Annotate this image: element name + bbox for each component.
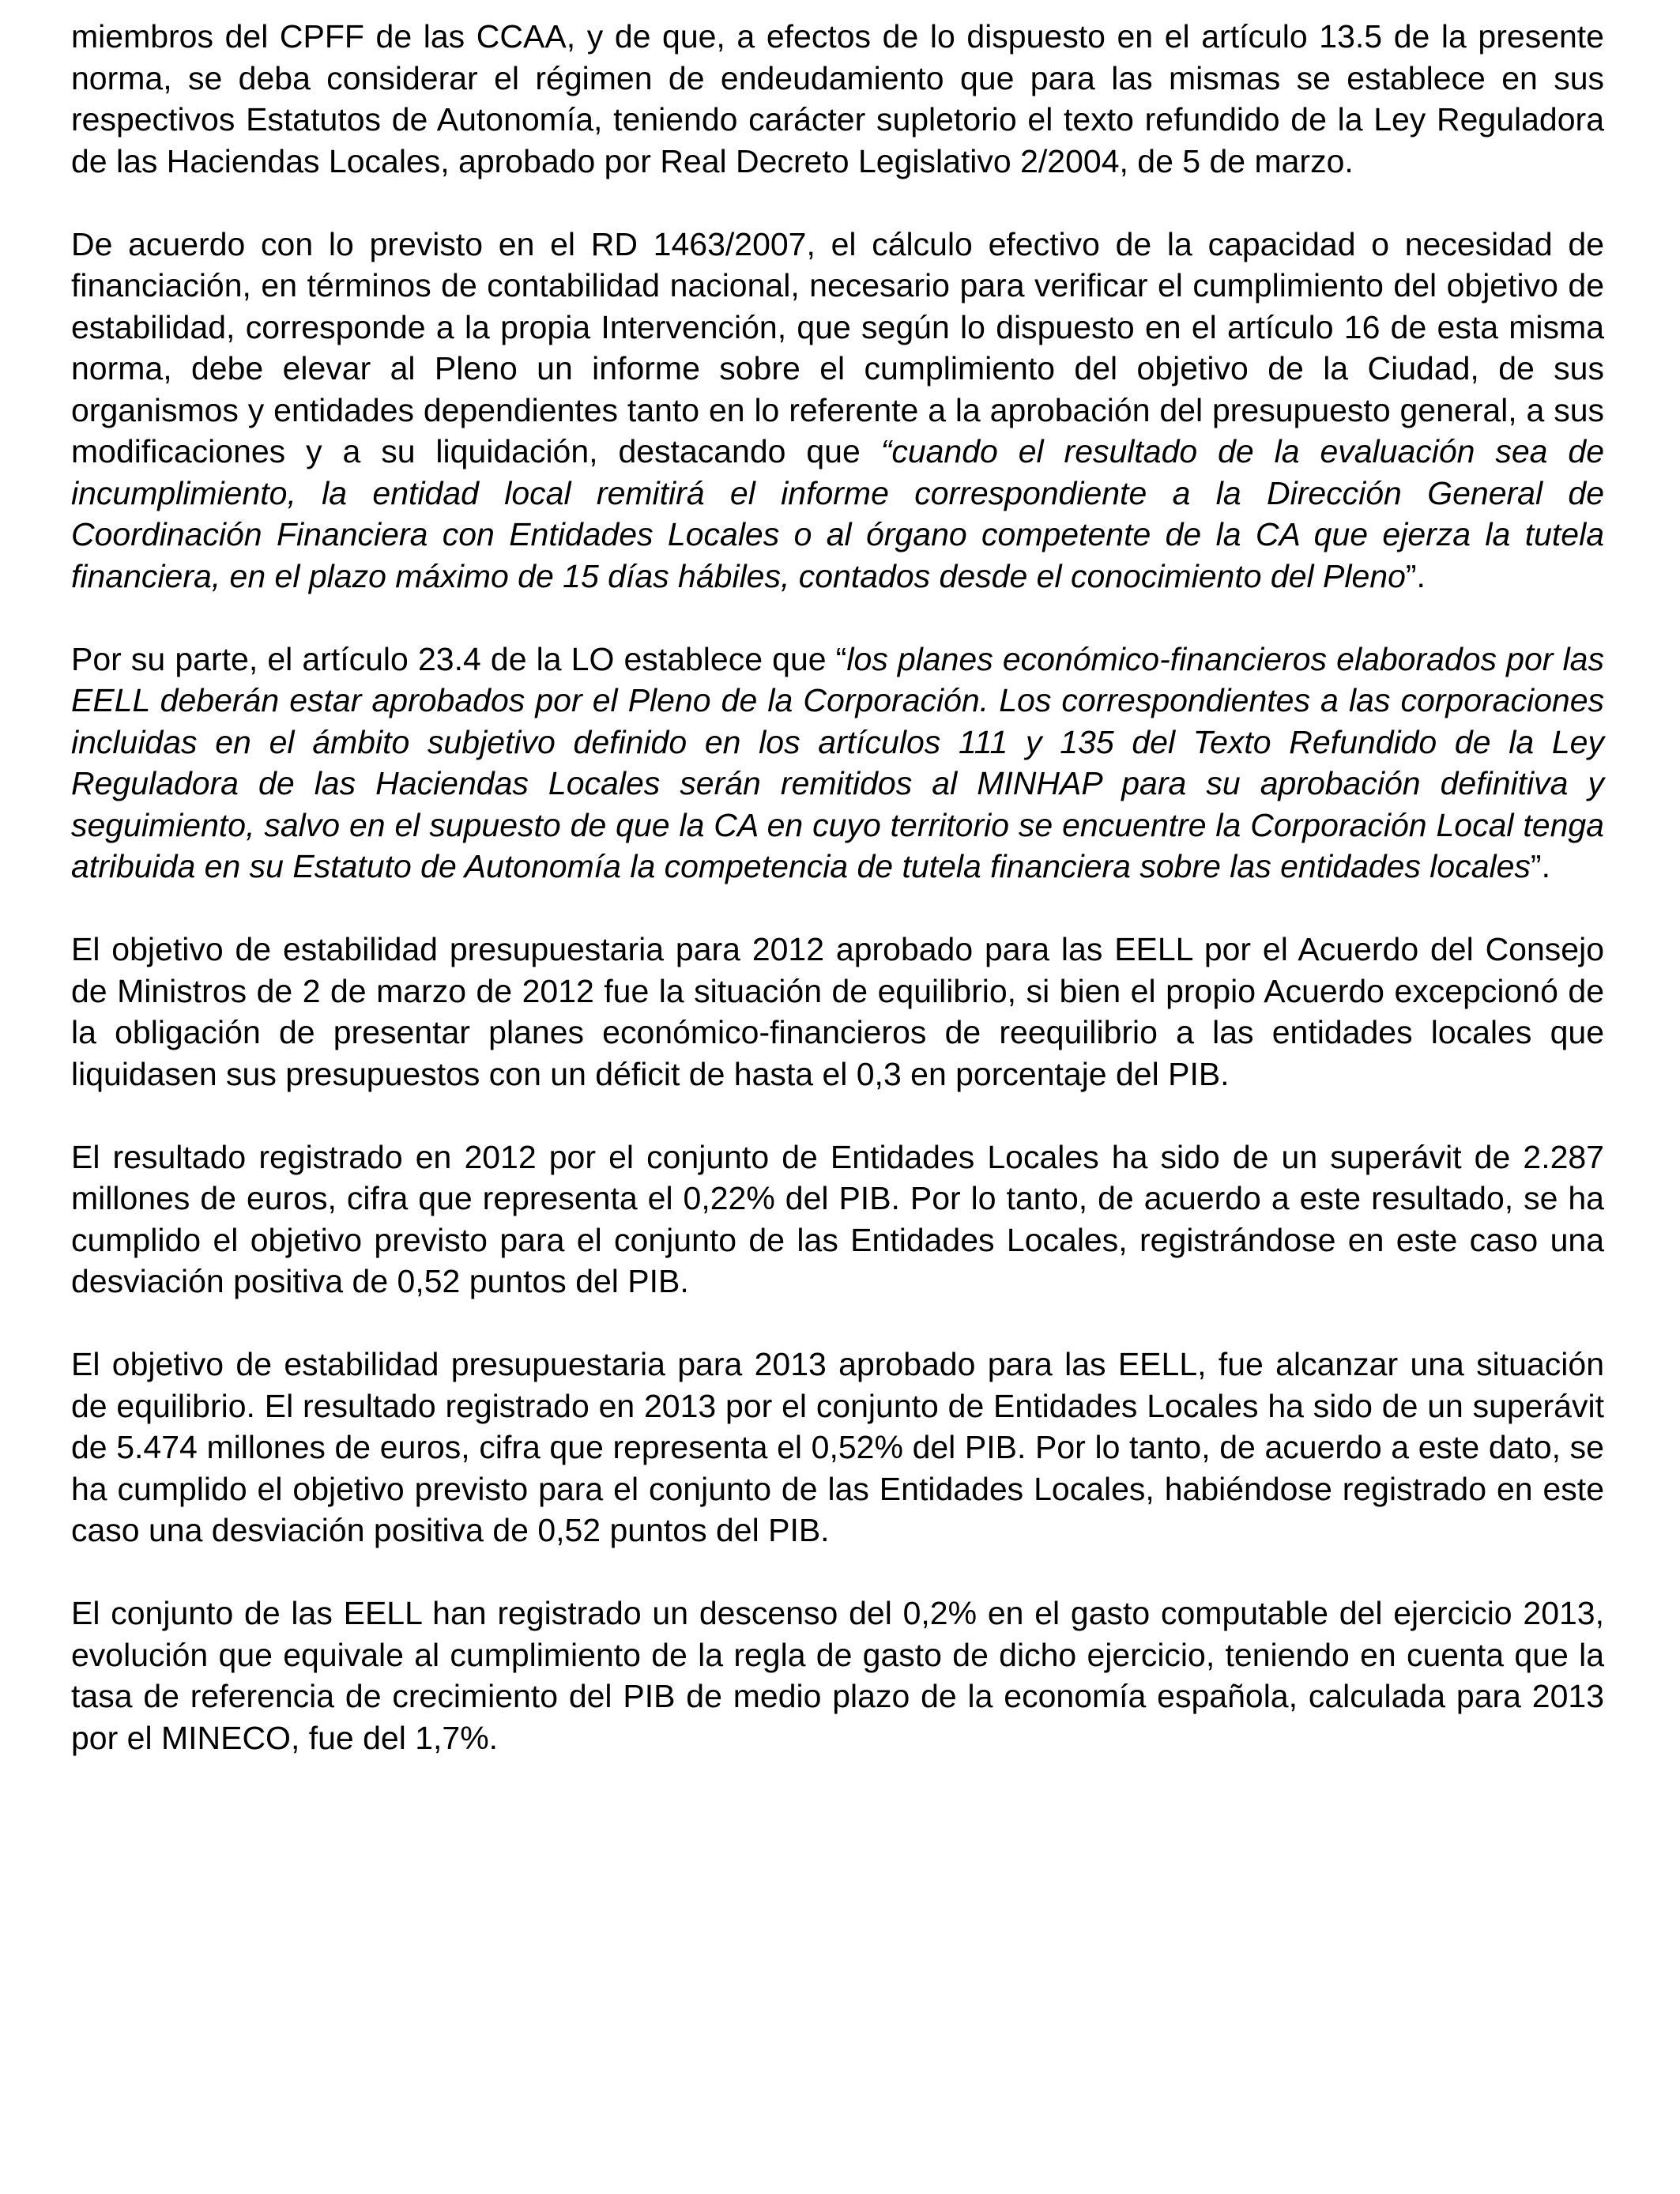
paragraph-regla-gasto-2013 bbox=[71, 1593, 1604, 1759]
paragraph-resultado-2012 bbox=[71, 1137, 1604, 1302]
paragraph-text: El objetivo de estabilidad presupuestaria para 2012 aprobado para las EELL por el Acuerdo del Consejo de Ministros de 2 de marzo de 2012 fue la situación de equilibrio, si bien el propio Acuerdo excepcionó de la obligación de presentar planes económico-financieros de reequilibrio a las entidades locales que liquidasen sus presupuestos con un déficit de hasta el 0,3 en porcentaje del PIB. bbox=[71, 931, 1604, 1092]
paragraph-text: El resultado registrado en 2012 por el conjunto de Entidades Locales ha sido de un superávit de 2.287 millones de euros, cifra que representa el 0,22% del PIB. Por lo tanto, de acuerdo a este resultado, se ha cumplido el objetivo previsto para el conjunto de las Entidades Locales, registrándose en este caso una desviación positiva de 0,52 puntos del PIB. bbox=[71, 1138, 1604, 1299]
paragraph-objetivo-2012 bbox=[71, 929, 1604, 1095]
paragraph-objetivo-2013 bbox=[71, 1344, 1604, 1551]
paragraph-text: ”. bbox=[1530, 848, 1550, 884]
paragraph-text: El conjunto de las EELL han registrado un descenso del 0,2% en el gasto computable del ejercicio 2013, evolución que equivale al cumplimiento de la regla de gasto de dicho ejercicio, teniendo en cuenta que la tasa de referencia de crecimiento del PIB de medio plazo de la economía española, calculada para 2013 por el MINECO, fue del 1,7%. bbox=[71, 1595, 1604, 1756]
paragraph-text: Por su parte, el artículo 23.4 de la LO establece que “ bbox=[71, 640, 847, 677]
paragraph-text: El objetivo de estabilidad presupuestaria para 2013 aprobado para las EELL, fue alcanzar una situación de equilibrio. El resultado registrado en 2013 por el conjunto de Entidades Locales ha sido de un superávit de 5.474 millones de euros, cifra que representa el 0,52% del PIB. Por lo tanto, de acuerdo a este dato, se ha cumplido el objetivo previsto para el conjunto de las Entidades Locales, habiéndose registrado en este caso una desviación positiva de 0,52 puntos del PIB. bbox=[71, 1346, 1604, 1548]
paragraph-text: ”. bbox=[1405, 557, 1426, 594]
document-page bbox=[71, 16, 1604, 1800]
paragraph-cpff-endeudamiento bbox=[71, 16, 1604, 182]
quoted-text-italic: “cuando el resultado de la evaluación sea de incumplimiento, la entidad local remitirá el informe correspondiente a la Dirección General de Coordinación Financiera con Entidades Locales o al órgano competente de la CA que ejerza la tutela financiera, en el plazo máximo de 15 días hábiles, contados desde el conocimiento del Pleno bbox=[71, 433, 1604, 594]
paragraph-text: miembros del CPFF de las CCAA, y de que, a efectos de lo dispuesto en el artículo 13.5 de la presente norma, se deba considerar el régimen de endeudamiento que para las mismas se establece en sus respectivos Estatutos de Autonomía, teniendo carácter supletorio el texto refundido de la Ley Reguladora de las Haciendas Locales, aprobado por Real Decreto Legislativo 2/2004, de 5 de marzo. bbox=[71, 18, 1604, 179]
quoted-text-italic: los planes económico-financieros elaborados por las EELL deberán estar aprobados por el Pleno de la Corporación. Los correspondientes a las corporaciones incluidas en el ámbito subjetivo definido en los artículos 111 y 135 del Texto Refundido de la Ley Reguladora de las Haciendas Locales serán remitidos al MINHAP para su aprobación definitiva y seguimiento, salvo en el supuesto de que la CA en cuyo territorio se encuentre la Corporación Local tenga atribuida en su Estatuto de Autonomía la competencia de tutela financiera sobre las entidades locales bbox=[71, 640, 1604, 884]
paragraph-rd-1463-2007 bbox=[71, 224, 1604, 598]
paragraph-text: De acuerdo con lo previsto en el RD 1463/2007, el cálculo efectivo de la capacidad o necesidad de financiación, en términos de contabilidad nacional, necesario para verificar el cumplimiento del objetivo de estabilidad, corresponde a la propia Intervención, que según lo dispuesto en el artículo 16 de esta misma norma, debe elevar al Pleno un informe sobre el cumplimiento del objetivo de la Ciudad, de sus organismos y entidades dependientes tanto en lo referente a la aprobación del presupuesto general, a sus modificaciones y a su liquidación, destacando que bbox=[71, 225, 1604, 469]
paragraph-articulo-23-4 bbox=[71, 639, 1604, 888]
